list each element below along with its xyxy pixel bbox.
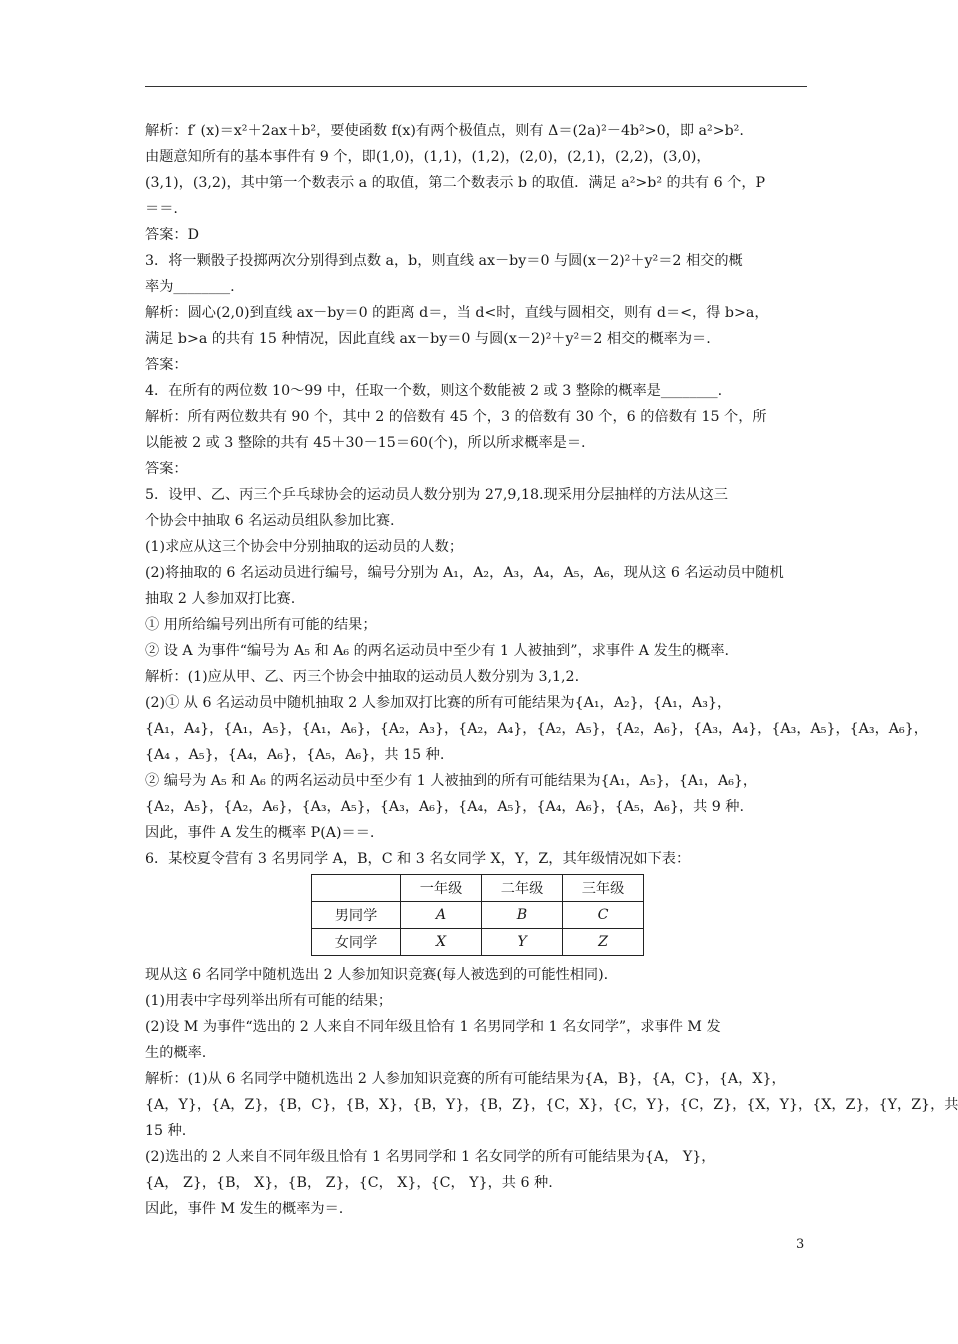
table-cell: Z [563, 929, 644, 956]
document-body [145, 118, 958, 1222]
header-rule [145, 86, 807, 87]
text-line: (2)选出的 2 人来自不同年级且恰有 1 名男同学和 1 名女同学的所有可能结果为{A， Y}， [145, 1149, 716, 1165]
table-cell: C [563, 902, 644, 929]
text-line: (2)将抽取的 6 名运动员进行编号，编号分别为 A₁，A₂，A₃，A₄，A₅，A₆，现从这 6 名运动员中随机 [145, 565, 784, 581]
text-line: 4．在所有的两位数 10～99 中，任取一个数，则这个数能被 2 或 3 整除的概率是________. [145, 383, 723, 399]
text-line: 答案： [145, 357, 188, 373]
text-line: 以能被 2 或 3 整除的共有 45＋30－15＝60(个)，所以所求概率是＝. [145, 435, 586, 451]
text-line: 率为________. [145, 279, 235, 295]
text-line: {A₂，A₅}，{A₂，A₆}，{A₃，A₅}，{A₃，A₆}，{A₄，A₅}，{A₄，A₆}，{A₅，A₆}，共 9 种. [145, 799, 744, 815]
text-line: 15 种. [145, 1123, 187, 1139]
text-line: 满足 b>a 的共有 15 种情况，因此直线 ax－by＝0 与圆(x－2)²＋y²＝2 相交的概率为＝. [145, 331, 711, 347]
table-cell: X [401, 929, 482, 956]
text-line: 5．设甲、乙、丙三个乒乓球协会的运动员人数分别为 27,9,18.现采用分层抽样的方法从这三 [145, 487, 728, 503]
text-line: 生的概率. [145, 1045, 207, 1061]
text-line: 因此，事件 M 发生的概率为＝. [145, 1201, 344, 1217]
table-cell: Y [482, 929, 563, 956]
text-line: 解析：圆心(2,0)到直线 ax－by＝0 的距离 d＝，当 d<时，直线与圆相交，则有 d＝<，得 b>a， [145, 305, 769, 321]
text-line: 解析：f′ (x)＝x²＋2ax＋b²，要使函数 f(x)有两个极值点，则有 Δ＝(2a)²－4b²>0，即 a²>b². [145, 123, 744, 139]
text-line: 现从这 6 名同学中随机选出 2 人参加知识竞赛(每人被选到的可能性相同). [145, 967, 609, 983]
text-line: 解析：(1)从 6 名同学中随机选出 2 人参加知识竞赛的所有可能结果为{A，B}，{A，C}，{A，X}， [145, 1071, 786, 1087]
text-line: ② 编号为 A₅ 和 A₆ 的两名运动员中至少有 1 人被抽到的所有可能结果为{A₁，A₅}，{A₁，A₆}， [145, 773, 758, 789]
text-line: {A，Y}，{A，Z}，{B，C}，{B，X}，{B，Y}，{B，Z}，{C，X}，{C，Y}，{C，Z}，{X，Y}，{X，Z}，{Y，Z}，共 [145, 1097, 958, 1113]
text-line: ② 设 A 为事件“编号为 A₅ 和 A₆ 的两名运动员中至少有 1 人被抽到”，求事件 A 发生的概率. [145, 643, 730, 659]
text-line: {A₄ ，A₅}，{A₄，A₆}，{A₅，A₆}，共 15 种. [145, 747, 445, 763]
text-line: {A₁，A₄}，{A₁，A₅}，{A₁，A₆}，{A₂，A₃}，{A₂，A₄}，{A₂，A₅}，{A₂，A₆}，{A₃，A₄}，{A₃，A₅}，{A₃，A₆}， [145, 721, 928, 737]
table-header-cell: 二年级 [482, 875, 563, 902]
text-line: 6．某校夏令营有 3 名男同学 A，B，C 和 3 名女同学 X，Y，Z，其年级情况如下表： [145, 851, 691, 867]
text-line: 抽取 2 人参加双打比赛. [145, 591, 296, 607]
table-header-cell: 一年级 [401, 875, 482, 902]
text-line: {A， Z}，{B， X}，{B， Z}，{C， X}，{C， Y}，共 6 种. [145, 1175, 553, 1191]
grade-table [311, 874, 644, 956]
table-header-cell: 三年级 [563, 875, 644, 902]
table-row [312, 929, 644, 956]
text-line: 因此，事件 A 发生的概率 P(A)＝＝. [145, 825, 375, 841]
text-line: ① 用所给编号列出所有可能的结果； [145, 617, 377, 633]
text-line: 3．将一颗骰子投掷两次分别得到点数 a，b，则直线 ax－by＝0 与圆(x－2)²＋y²＝2 相交的概 [145, 253, 743, 269]
table-cell: 男同学 [312, 902, 401, 929]
table-header-row [312, 875, 644, 902]
text-block-top [145, 118, 928, 872]
text-line: 答案：D [145, 227, 199, 243]
grade-table-wrapper [145, 873, 810, 962]
text-line: 答案： [145, 461, 188, 477]
text-line: (2)① 从 6 名运动员中随机抽取 2 人参加双打比赛的所有可能结果为{A₁，A₂}，{A₁，A₃}， [145, 695, 732, 711]
text-line: (1)求应从这三个协会中分别抽取的运动员的人数； [145, 539, 464, 555]
text-line: 解析：所有两位数共有 90 个，其中 2 的倍数有 45 个，3 的倍数有 30 个，6 的倍数有 15 个，所 [145, 409, 767, 425]
text-line: (1)用表中字母列举出所有可能的结果； [145, 993, 393, 1009]
table-cell: B [482, 902, 563, 929]
text-line: 由题意知所有的基本事件有 9 个，即(1,0)，(1,1)，(1,2)，(2,0)，(2,1)，(2,2)，(3,0)， [145, 149, 711, 165]
page-number: 3 [796, 1237, 805, 1252]
text-line: (2)设 M 为事件“选出的 2 人来自不同年级且恰有 1 名男同学和 1 名女同学”，求事件 M 发 [145, 1019, 721, 1035]
text-block-bottom [145, 962, 958, 1222]
text-line: 解析：(1)应从甲、乙、丙三个协会中抽取的运动员人数分别为 3,1,2. [145, 669, 580, 685]
table-cell: 女同学 [312, 929, 401, 956]
table-header-cell [312, 875, 401, 902]
table-row [312, 902, 644, 929]
table-cell: A [401, 902, 482, 929]
text-line: (3,1)，(3,2)，其中第一个数表示 a 的取值，第二个数表示 b 的取值．满足 a²>b² 的共有 6 个，P [145, 175, 766, 191]
text-line: ＝＝. [145, 201, 178, 217]
text-line: 个协会中抽取 6 名运动员组队参加比赛. [145, 513, 395, 529]
